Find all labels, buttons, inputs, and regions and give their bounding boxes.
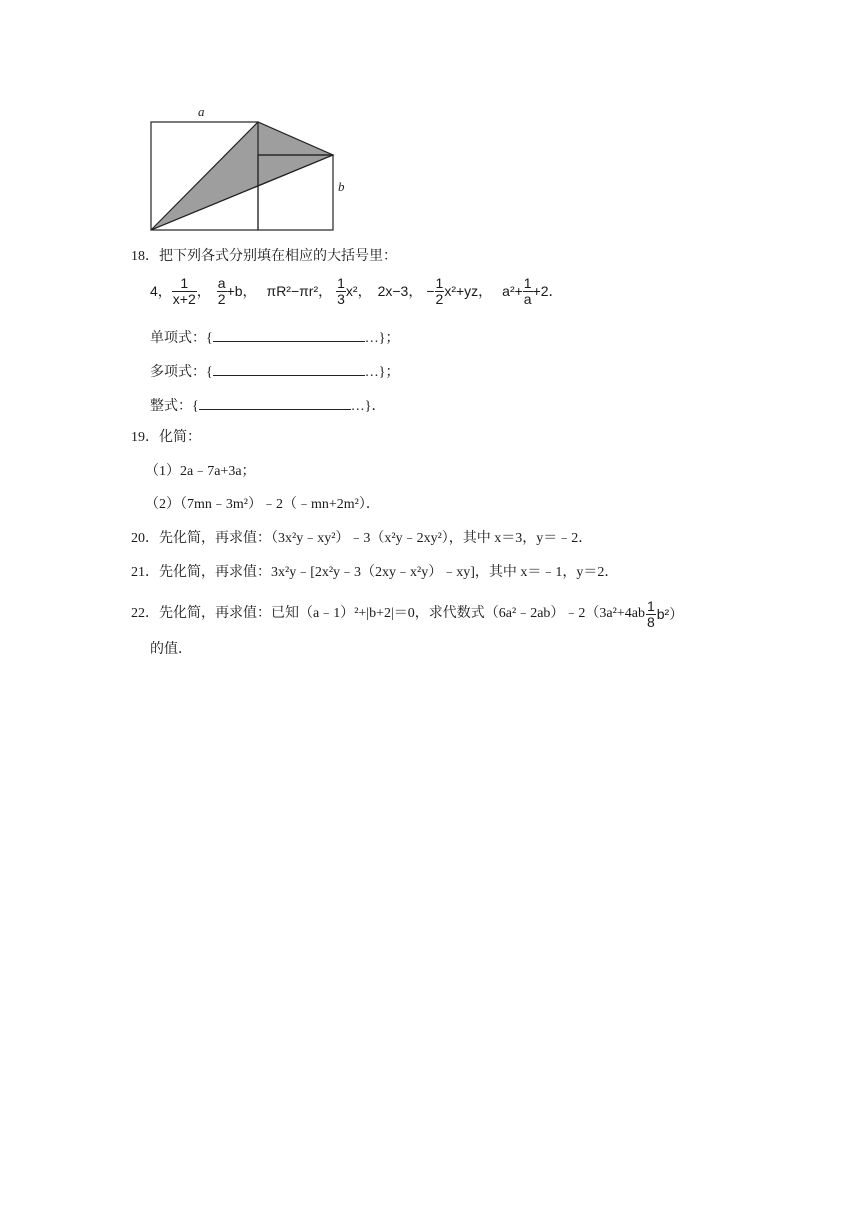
q21-number: 21． xyxy=(131,565,159,580)
q19-prompt: 19．化简： xyxy=(131,430,201,445)
frac-1-over-3: $\frac{1}{3}$ xyxy=(337,275,345,307)
shaded-triangle xyxy=(151,122,333,230)
q22-line2: 的值． xyxy=(150,642,192,657)
q19-part1: （1）2a﹣7a+3a； xyxy=(145,464,256,479)
q20: 20．先化简，再求值：（3x²y﹣xy²）﹣3（x²y﹣2xy²），其中 x＝3，y＝﹣2． xyxy=(131,531,593,546)
frac-1-over-2: $\frac{1}{2}$ xyxy=(435,275,444,307)
polynomial-row: 多项式：{ …}； xyxy=(150,365,400,380)
geometry-figure xyxy=(140,100,350,235)
frac-a-over-2: $\frac{a}{2}$ xyxy=(217,275,226,307)
label-a: a xyxy=(198,104,205,119)
q18-prompt: 18．把下列各式分别填在相应的大括号里： xyxy=(131,249,397,264)
frac-1-over-8: $\frac{1}{8}$ xyxy=(646,598,655,630)
q19-number: 19． xyxy=(131,430,159,445)
polynomial-blank[interactable] xyxy=(213,363,365,376)
integral-blank[interactable] xyxy=(199,397,351,410)
integral-row: 整式：{ …}． xyxy=(150,399,386,414)
frac-1-over-a: $\frac{1}{a}$ xyxy=(523,275,532,307)
frac-1-over-x-plus-2: $\frac{1}{x+2}$ xyxy=(172,275,196,307)
q18-number: 18． xyxy=(131,249,159,264)
q20-number: 20． xyxy=(131,531,159,546)
q21: 21．先化简，再求值：3x²y﹣[2x²y﹣3（2xy﹣x²y）﹣xy]，其中 x＝﹣1，y＝2． xyxy=(131,565,619,580)
label-b: b xyxy=(338,179,345,194)
q18-expression-list: 4， $\frac{1}{x+2}$ ， $\frac{a}{2}$ +b， πR²−πr²， $\frac{1}{3}$ x²， 2x−3， − $\frac{1}{2}$ x²+yz， a²+ $\frac{1}{a}$ +2． xyxy=(150,275,563,307)
monomial-blank[interactable] xyxy=(213,329,365,342)
q19-part2: （2）（7mn﹣3m²）﹣2（﹣mn+2m²）． xyxy=(145,497,380,512)
monomial-row: 单项式：{ …}； xyxy=(150,331,400,346)
q22-number: 22． xyxy=(131,606,159,622)
q22: 22． 先化简，再求值：已知（a﹣1）²+|b+2|＝0，求代数式（6a²﹣2ab）﹣2（3a²+4ab $\frac{1}{8}$ b²） xyxy=(131,598,684,630)
